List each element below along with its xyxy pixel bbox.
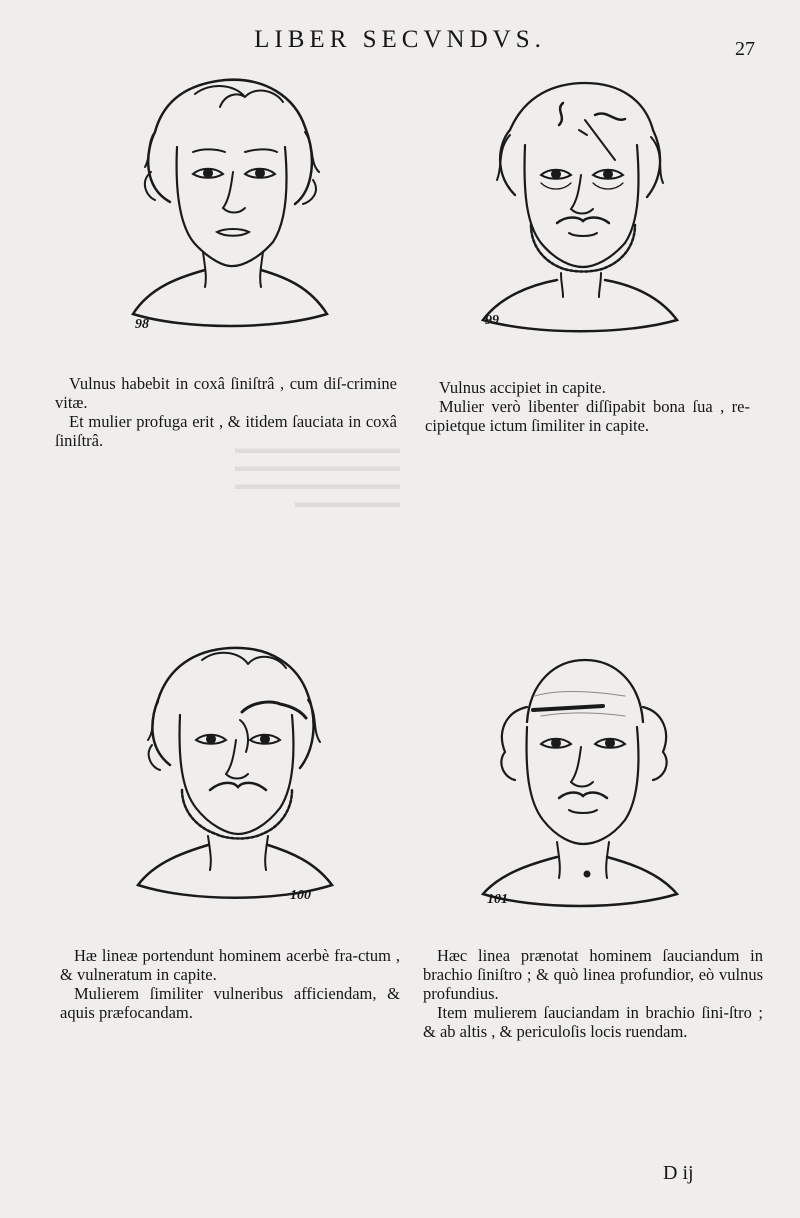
page-number: 27 bbox=[735, 38, 755, 60]
caption-figure-98 bbox=[55, 374, 397, 450]
caption-line-woman: Mulierem ſimiliter vulneribus afficiendam, & aquis præfocandam. bbox=[60, 984, 400, 1022]
figure-number: 100 bbox=[290, 888, 311, 903]
caption-line-woman: Mulier verò libenter diſſipabit bona ſua , re-cipietque ictum ſimiliter in capite. bbox=[425, 397, 750, 435]
signature-mark: D ij bbox=[663, 1162, 694, 1184]
caption-line-man: Hæ lineæ portendunt hominem acerbè fra-ctum , & vulneratum in capite. bbox=[60, 946, 400, 984]
caption-line-man: Vulnus accipiet in capite. bbox=[439, 378, 606, 397]
figure-101-portrait bbox=[475, 652, 685, 917]
figure-number: 99 bbox=[485, 313, 499, 328]
caption-line-woman: Item mulierem ſauciandam in brachio ſini-ſtro ; & ab altis , & periculoſis locis ruendam. bbox=[423, 1003, 763, 1041]
caption-figure-100 bbox=[60, 946, 400, 1022]
caption-line-man: Hæc linea prænotat hominem ſauciandum in brachio ſiniſtro ; & quò linea profundior, eò vulnus profundius. bbox=[423, 946, 763, 1003]
figure-99-portrait bbox=[475, 75, 685, 340]
figure-98-portrait bbox=[125, 72, 335, 337]
caption-line-woman: Et mulier profuga erit , & itidem ſauciata in coxâ ſiniſtrâ. bbox=[55, 412, 397, 450]
caption-figure-101 bbox=[423, 946, 763, 1041]
caption-line-man: Vulnus habebit in coxâ ſiniſtrâ , cum diſ-crimine vitæ. bbox=[55, 374, 397, 412]
caption-figure-99 bbox=[425, 378, 750, 435]
running-head: LIBER SECVNDVS. bbox=[254, 26, 546, 53]
figure-100-portrait bbox=[130, 640, 340, 910]
show-through-text: ▬▬▬▬▬▬▬▬▬▬▬ ▬▬▬▬▬▬▬▬▬▬▬ ▬▬▬▬▬▬▬▬▬▬▬ ▬▬▬▬▬▬▬ bbox=[235, 441, 400, 511]
figure-number: 98 bbox=[135, 317, 149, 332]
figure-number: 101 bbox=[487, 892, 508, 907]
